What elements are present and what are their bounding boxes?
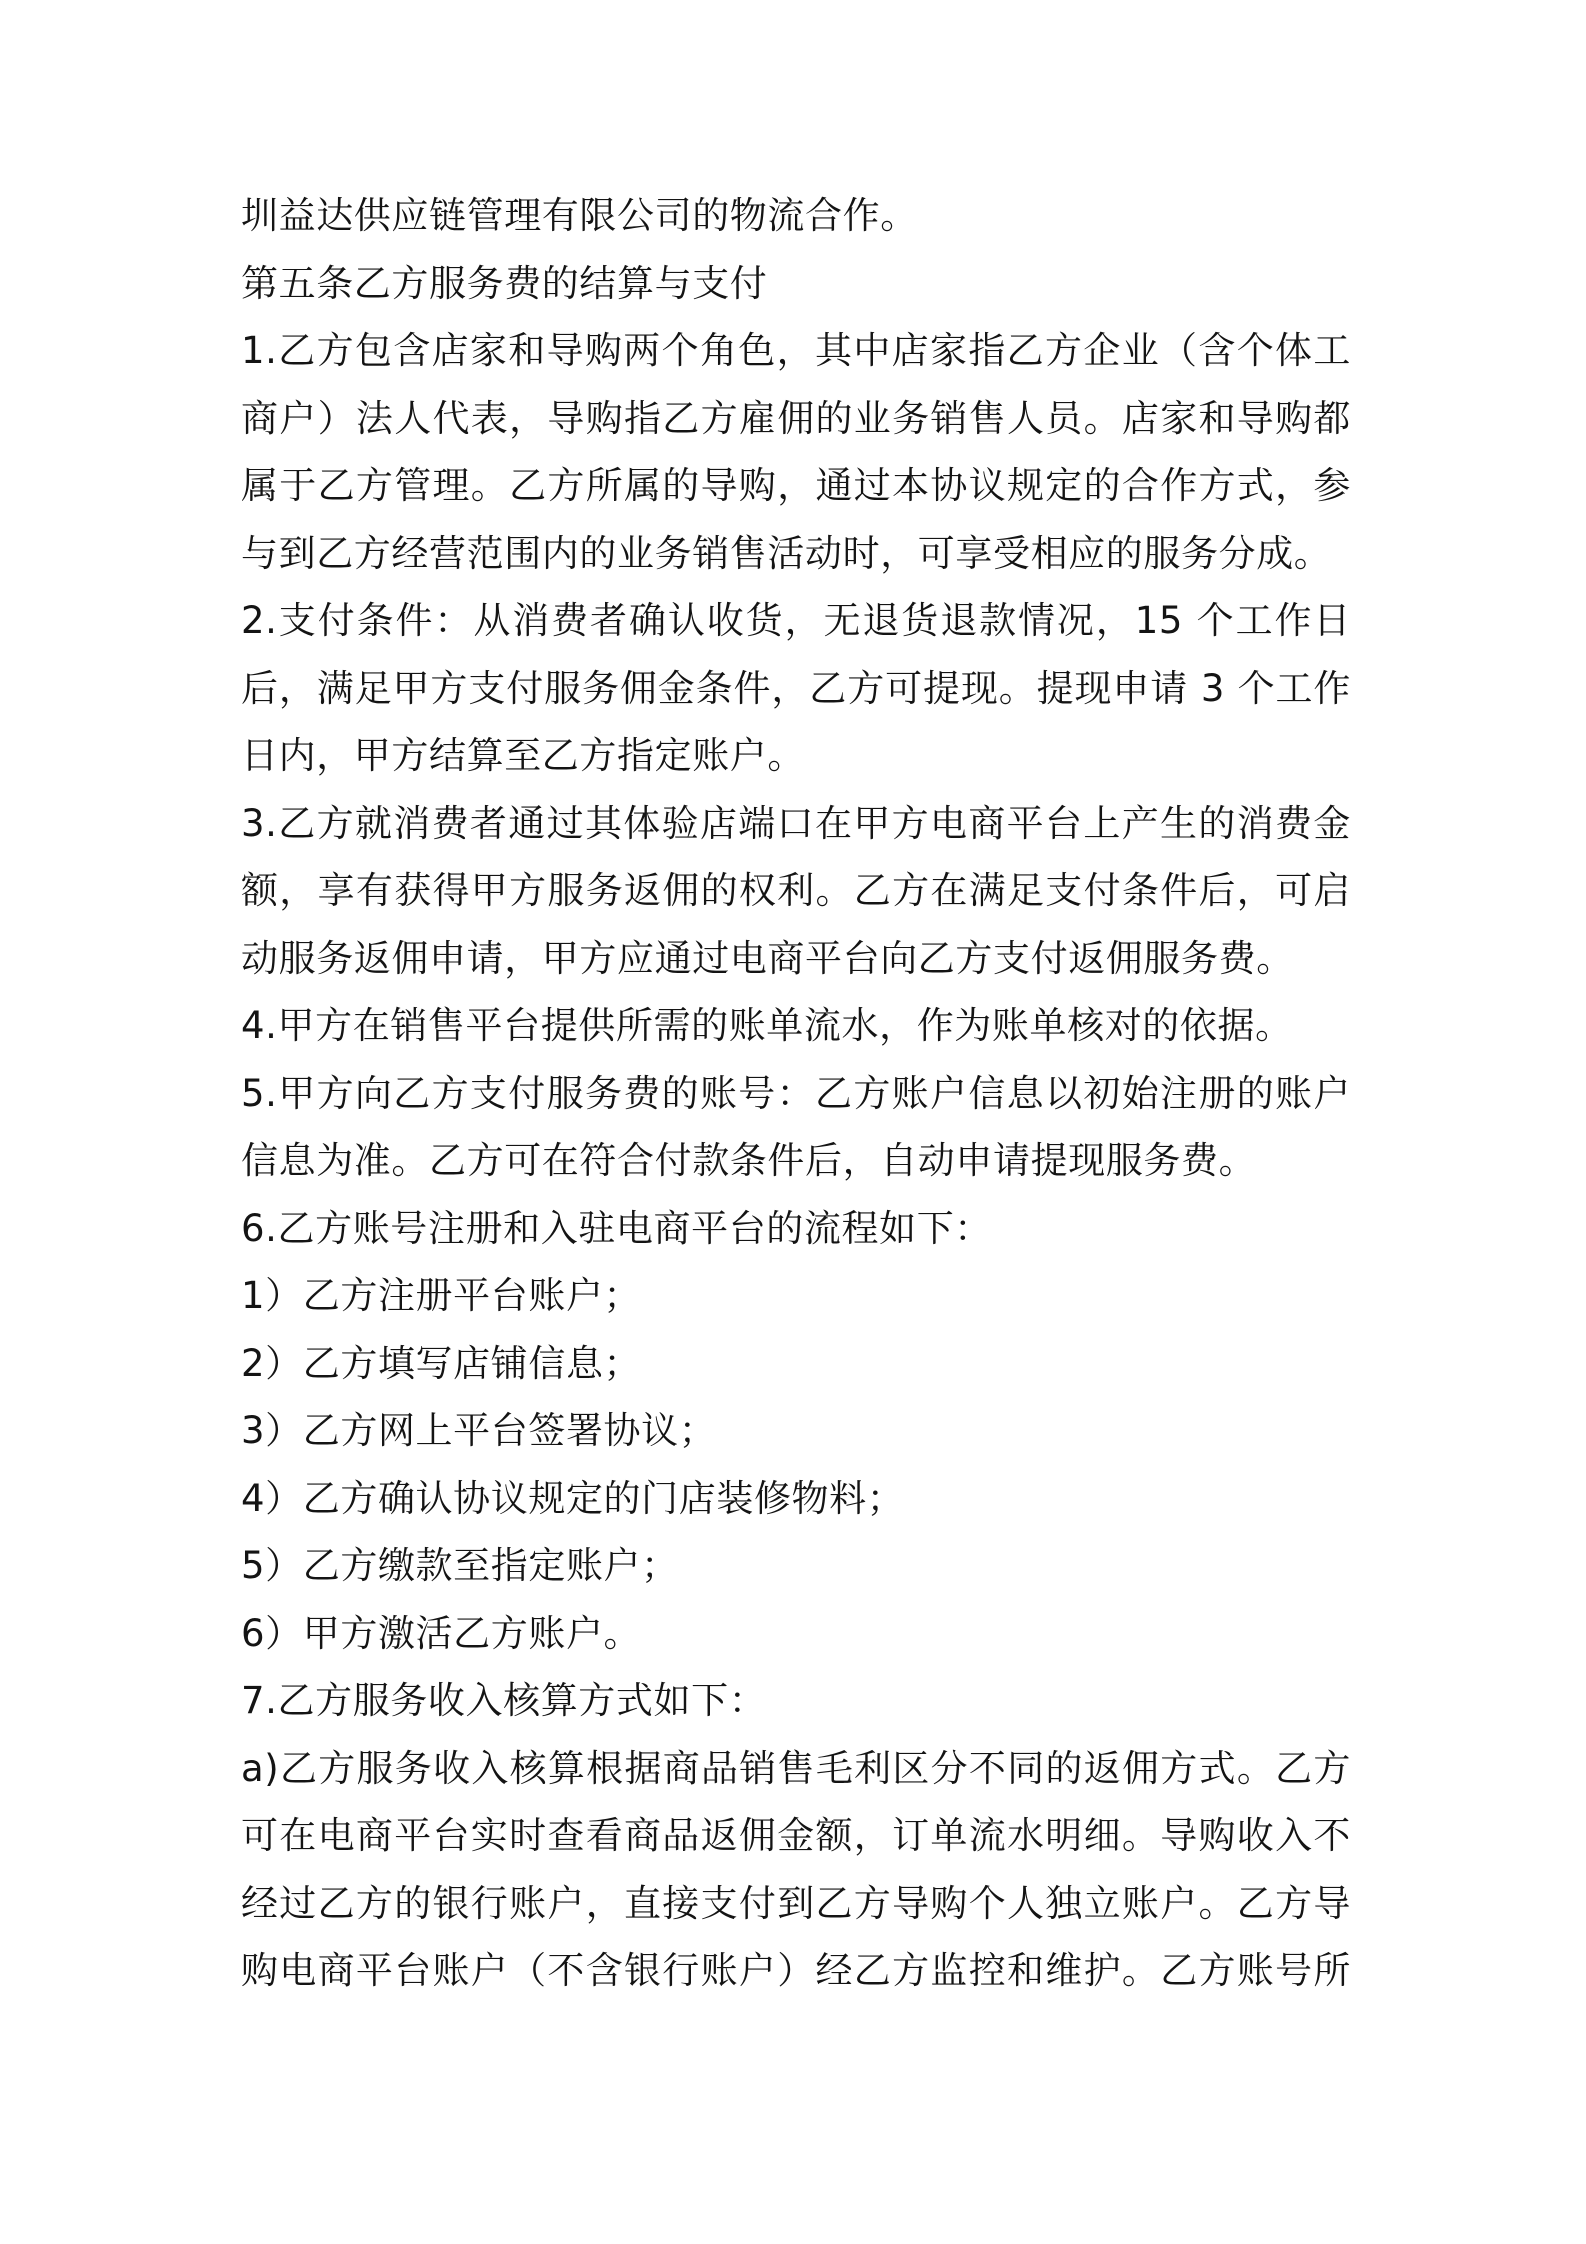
text-line: 圳益达供应链管理有限公司的物流合作。 [241,194,918,237]
text-line: 后，满足甲方支付服务佣金条件，乙方可提现。提现申请 3 个工作 [241,666,1351,710]
text-line: 1.乙方包含店家和导购两个角色，其中店家指乙方企业（含个体工 [241,329,1351,372]
list-item: 6）甲方激活乙方账户。 [241,1611,642,1655]
text-line: 经过乙方的银行账户，直接支付到乙方导购个人独立账户。乙方导 [241,1881,1351,1925]
text-line: 3.乙方就消费者通过其体验店端口在甲方电商平台上产生的消费金 [241,801,1351,845]
text-line: 额，享有获得甲方服务返佣的权利。乙方在满足支付条件后，可启 [241,869,1351,912]
section-heading: 第五条乙方服务费的结算与支付 [241,261,768,305]
text-line: 5.甲方向乙方支付服务费的账号：乙方账户信息以初始注册的账户 [241,1071,1351,1115]
text-line: 4.甲方在销售平台提供所需的账单流水，作为账单核对的依据。 [241,1004,1293,1047]
text-line: a)乙方服务收入核算根据商品销售毛利区分不同的返佣方式。乙方 [241,1746,1351,1790]
text-line: 属于乙方管理。乙方所属的导购，通过本协议规定的合作方式，参 [241,464,1351,507]
text-line: 可在电商平台实时查看商品返佣金额，订单流水明细。导购收入不 [241,1814,1351,1857]
list-item: 1）乙方注册平台账户； [241,1274,642,1317]
document-page [241,182,1351,2005]
list-item: 5）乙方缴款至指定账户； [241,1544,679,1587]
text-line: 商户）法人代表，导购指乙方雇佣的业务销售人员。店家和导购都 [241,396,1351,440]
list-item: 3）乙方网上平台签署协议； [241,1409,717,1452]
list-item: 4）乙方确认协议规定的门店装修物料； [241,1476,905,1520]
text-line: 日内，甲方结算至乙方指定账户。 [241,734,805,777]
text-line: 信息为准。乙方可在符合付款条件后，自动申请提现服务费。 [241,1139,1257,1182]
list-item: 2）乙方填写店铺信息； [241,1341,642,1385]
text-line: 购电商平台账户（不含银行账户）经乙方监控和维护。乙方账号所 [241,1949,1351,1992]
text-line: 6.乙方账号注册和入驻电商平台的流程如下： [241,1206,992,1250]
text-line: 动服务返佣申请，甲方应通过电商平台向乙方支付返佣服务费。 [241,936,1294,980]
text-line: 2.支付条件：从消费者确认收货，无退货退款情况，15 个工作日 [241,599,1351,642]
text-line: 与到乙方经营范围内的业务销售活动时，可享受相应的服务分成。 [241,531,1332,575]
text-line: 7.乙方服务收入核算方式如下： [241,1679,767,1722]
